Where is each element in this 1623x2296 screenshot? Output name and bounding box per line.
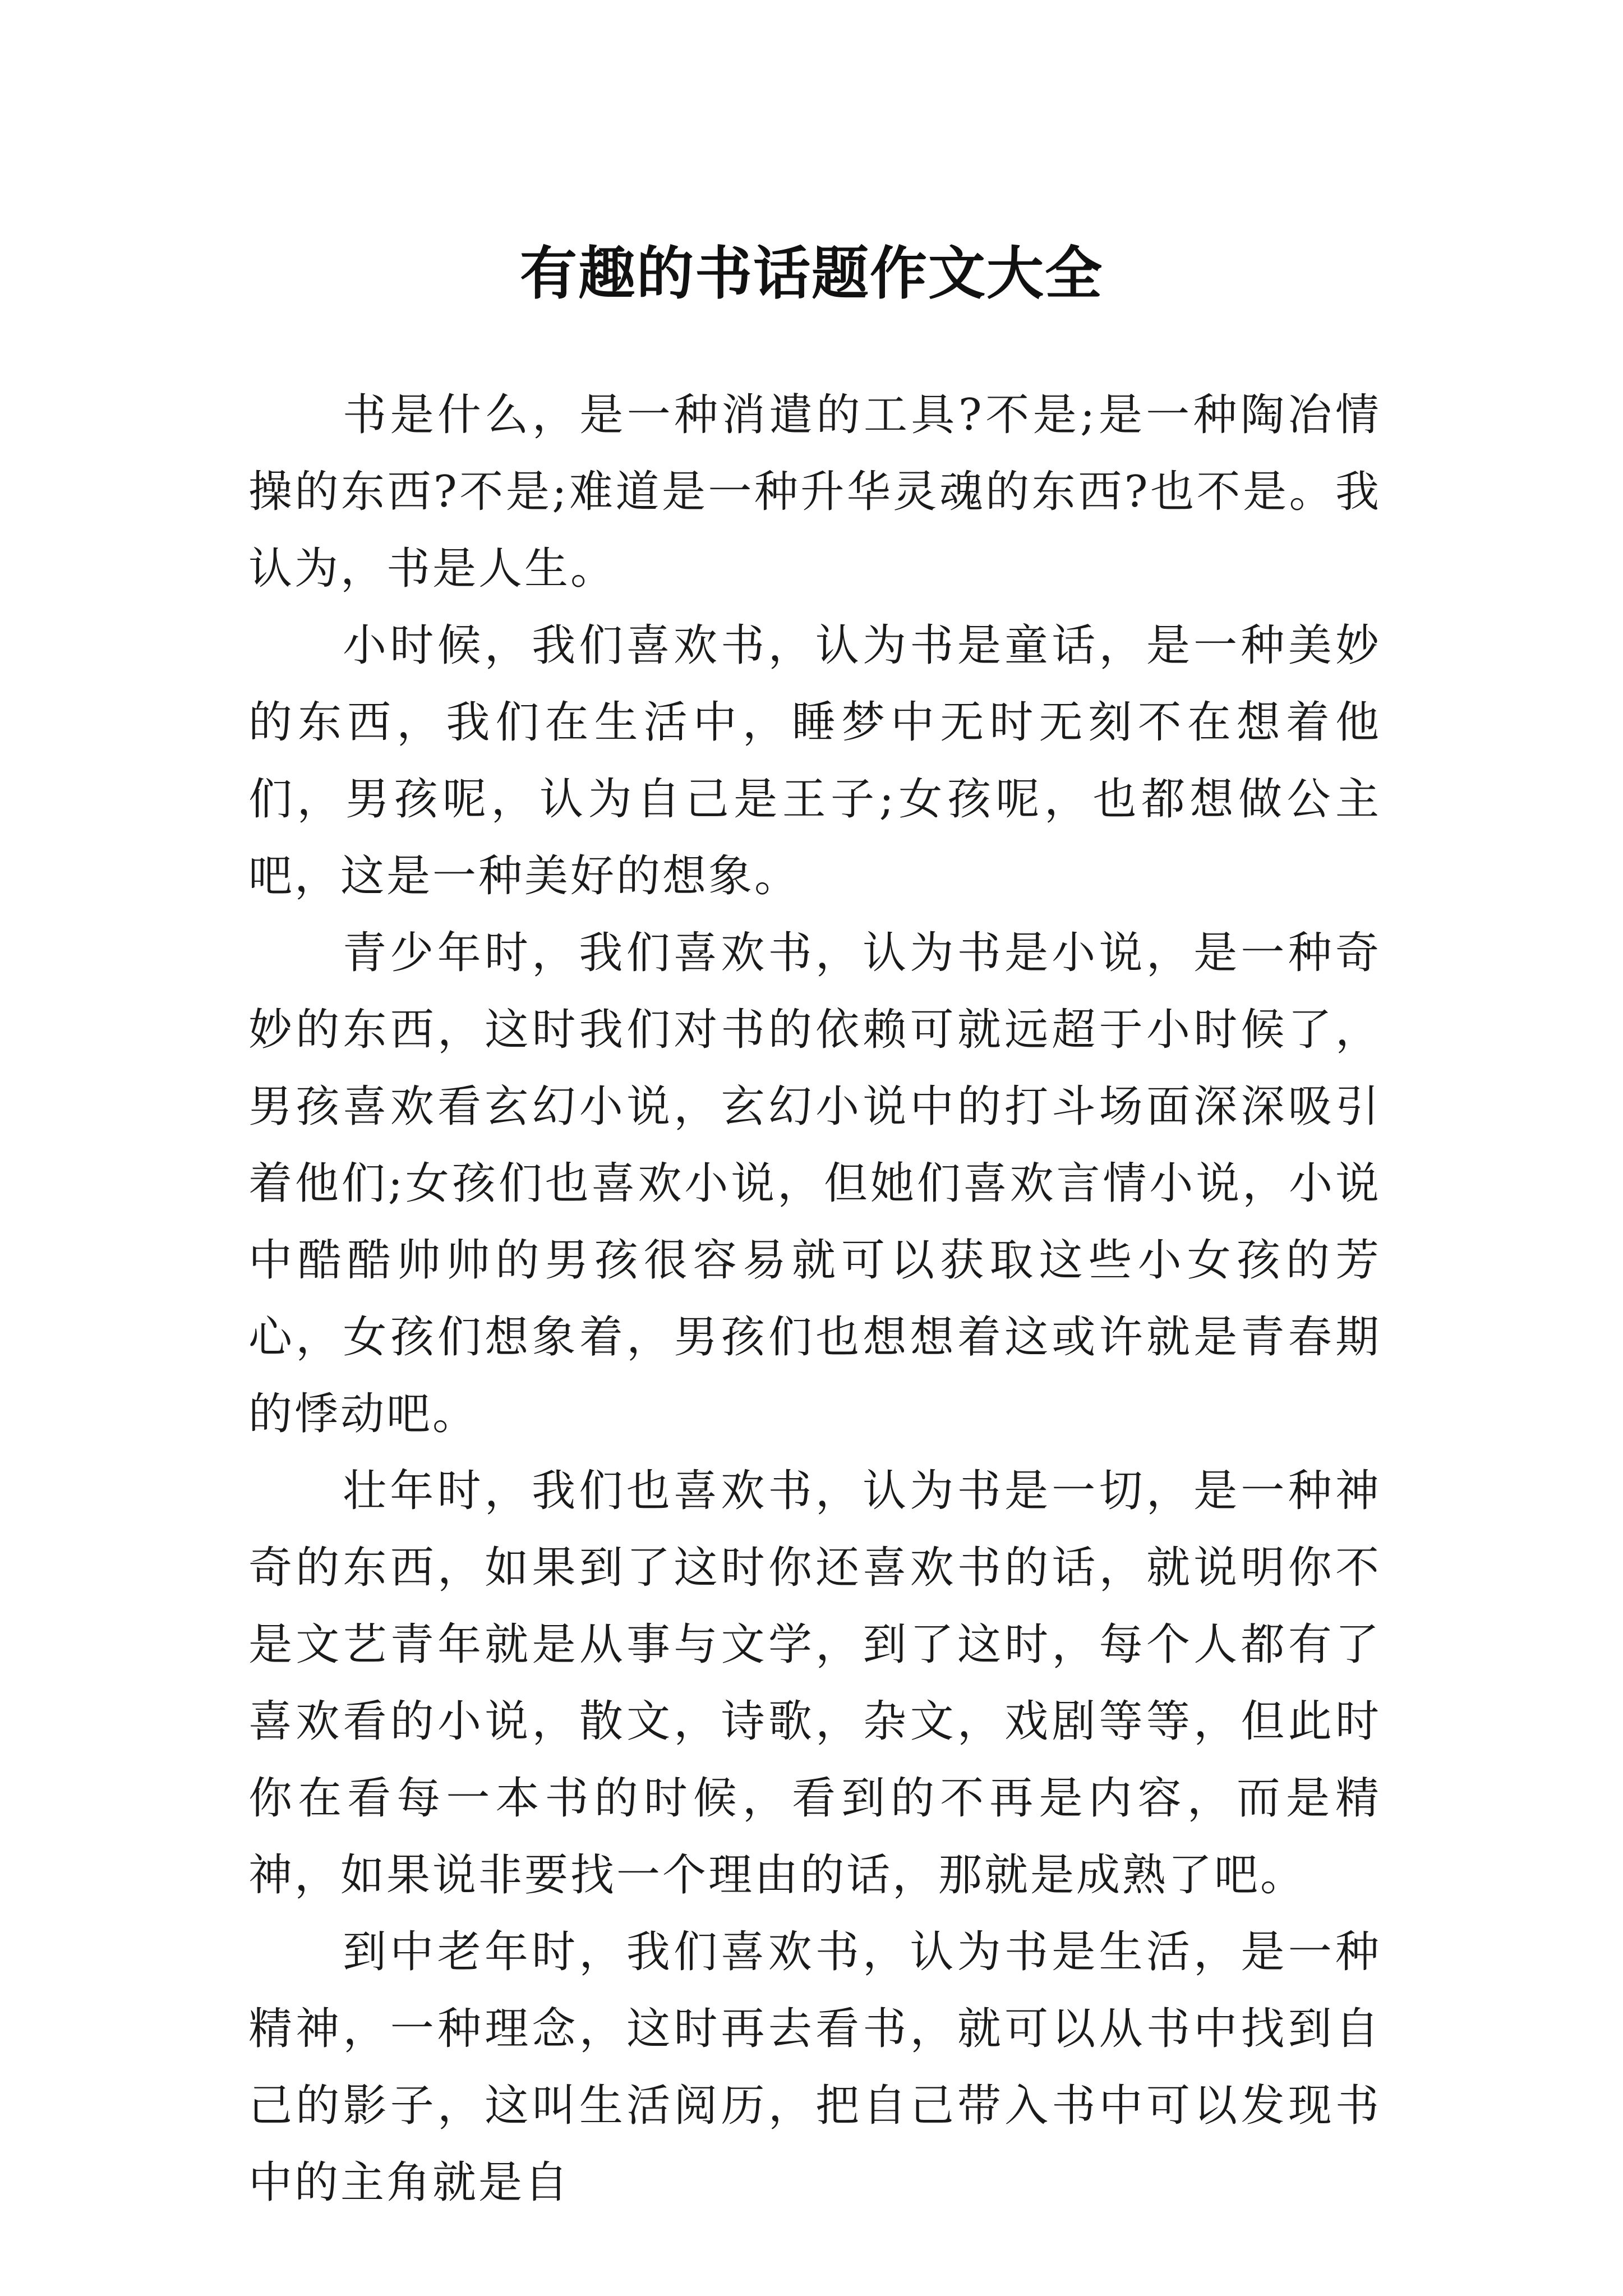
paragraph: 书是什么，是一种消遣的工具?不是;是一种陶冶情操的东西?不是;难道是一种升华灵魂的东西?也不是。我认为，书是人生。 [248,390,1381,594]
paragraph: 到中老年时，我们喜欢书，认为书是生活，是一种精神，一种理念，这时再去看书，就可以从书中找到自己的影子，这叫生活阅历，把自己带入书中可以发现书中的主角就是自 [248,1927,1381,2208]
paragraph: 青少年时，我们喜欢书，认为书是小说，是一种奇妙的东西，这时我们对书的依赖可就远超于小时候了，男孩喜欢看玄幻小说，玄幻小说中的打斗场面深深吸引着他们;女孩们也喜欢小说，但她们喜欢言情小说，小说中酷酷帅帅的男孩很容易就可以获取这些小女孩的芳心，女孩们想象着，男孩们也想想着这或许就是青春期的悸动吧。 [248,928,1381,1439]
document-title: 有趣的书话题作文大全 [520,240,1103,308]
document-body [248,377,1381,2221]
paragraph: 小时候，我们喜欢书，认为书是童话，是一种美妙的东西，我们在生活中，睡梦中无时无刻不在想着他们，男孩呢，认为自己是王子;女孩呢，也都想做公主吧，这是一种美好的想象。 [248,620,1381,901]
paragraph: 壮年时，我们也喜欢书，认为书是一切，是一种神奇的东西，如果到了这时你还喜欢书的话，就说明你不是文艺青年就是从事与文学，到了这时，每个人都有了喜欢看的小说，散文，诗歌，杂文，戏剧等等，但此时你在看每一本书的时候，看到的不再是内容，而是精神，如果说非要找一个理由的话，那就是成熟了吧。 [248,1466,1381,1901]
